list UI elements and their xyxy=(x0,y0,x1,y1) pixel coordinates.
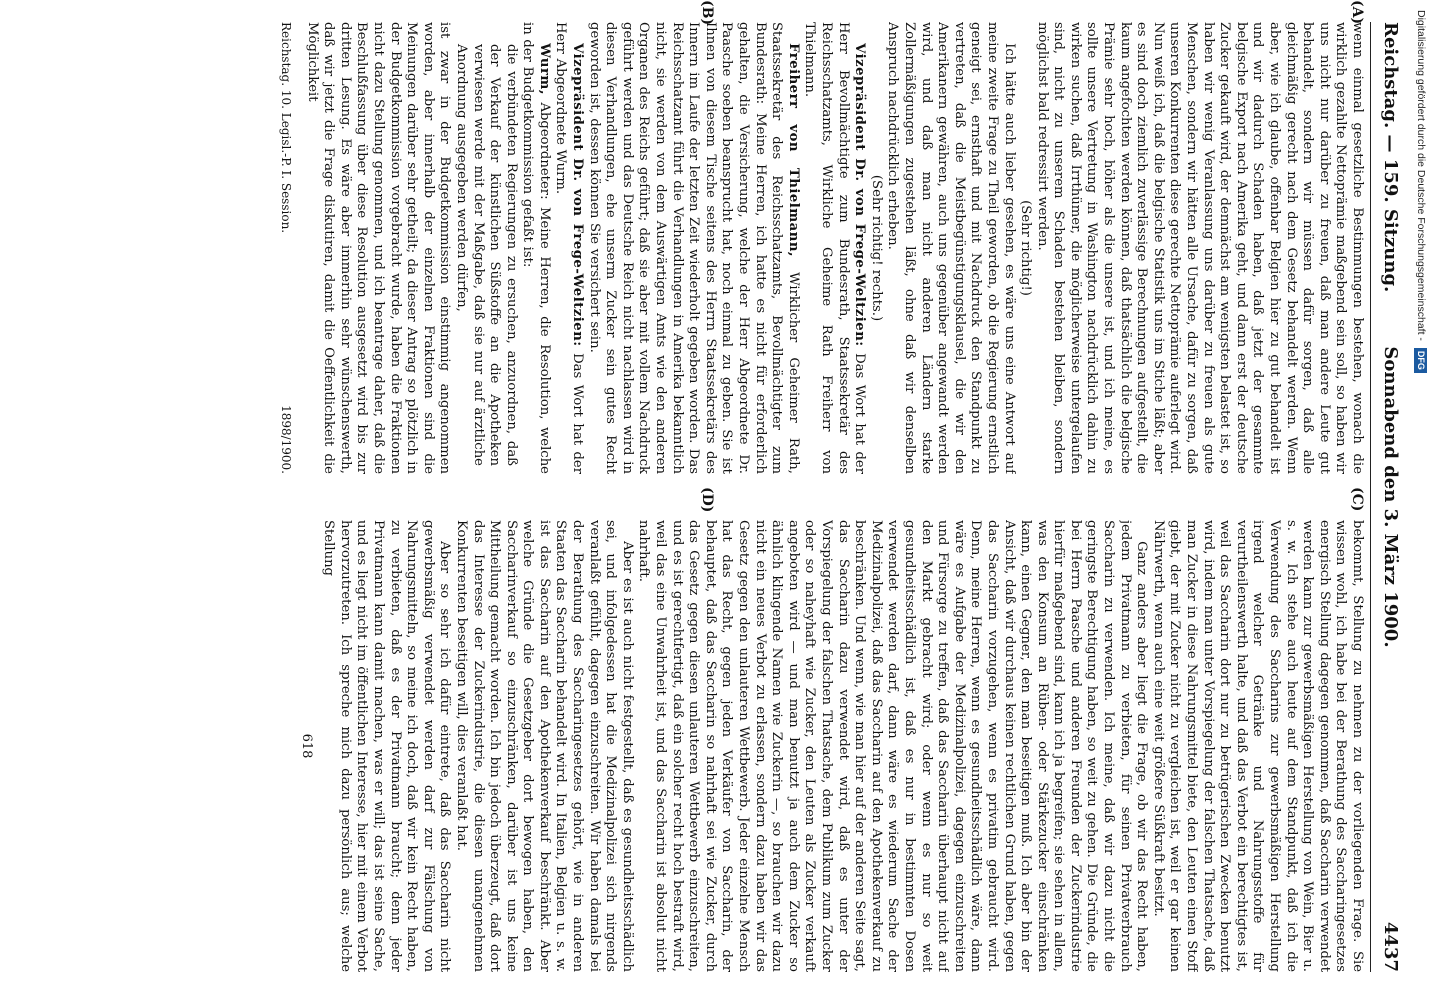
paragraph: Ganz anders aber liegt die Frage, ob wir das Recht haben, jedem Privatmann zu verbieten, für seinen Privatverbrauch Saccharin zu verwenden. Ich meine, daß wir dazu nicht die geringste Berechtigung haben, so weit zu gehen. Die Gründe, die bei Herrn Paasche und anderen Freunden der Zuckerindustrie hierfür maßgebend sind, kann ich ja begreifen; sie sehen in allem, was den Konsum an Rüben- oder Stärkezucker einschränken kann, einen Gegner, den man beseitigen muß. Ich aber bin der Ansicht, daß wir durchaus keinen rechtlichen Grund haben, gegen das Saccharin vorzugehen, wenn es privatim gebraucht wird. Denn, meine Herren, wenn es gesundheitsschädlich wäre, dann wäre es Aufgabe der Medizinalpolizei, dagegen einzuschreiten und Fürsorge zu treffen, daß das Saccharin überhaupt nicht auf den Markt gebracht wird; oder wenn es nur so weit gesundheitsschädlich ist, daß es nur in bestimmten Dosen verwendet werden darf, dann wäre es wiederum Sache der Medizinalpolizei, daß das Saccharin auf den Apothekenverkauf zu beschränken. Und wenn, wie man hier auf der anderen Seite sagt, das Saccharin dazu verwendet wird, daß es unter der Vorspiegelung der falschen Thatsache, dem Publikum zum Zucker oder so naheyhaft wie Zucker, den Leuten als Zucker verkauft angeboten wird — und man benutzt ja auch dem Zucker so ähnlich klingende Namen wie Zuckerin —, so brauchen wir dazu nicht ein neues Verbot zu erlassen, sondern dazu haben wir das Gesetz gegen den unlauteren Wettbewerb. Jeder einzelne Mensch hat das Recht, gegen jeden Verkäufer von Saccharin, der behauptet, daß das Saccharin so nahrhaft sei wie Zucker, durch das Gesetz gegen diesen unlauteren Wettbewerb einzuschreiten, und es ist gerechtfertigt, daß ein solcher recht hoch bestraft wird, weil das eine Unwahrheit ist, und das Saccharin ist absolut nicht nahrhaft. xyxy=(636,520,1150,972)
header-left: Reichstag. — 159. Sitzung. xyxy=(1380,22,1401,293)
margin-mark-b: (B) xyxy=(699,0,715,26)
speech-block xyxy=(519,22,552,474)
digitization-credit xyxy=(1412,10,1430,990)
paragraph: ist zwar in der Budgetkommission einstimmig angenommen worden, aber innerhalb der einzelnen Fraktionen sind die Meinungen darüber sehr getheilt; da dieser Antrag so plötzlich in der Budgetkommission vorgebracht wurde, haben die Fraktionen nicht dazu Stellung genommen, und ich beantrage daher, daß die Beschlußfassung über diese Resolution ausgesetzt wird bis zur dritten Lesung. Es wäre aber immerhin sehr wünschenswerth, daß wir jetzt die Frage diskutiren, damit die Oeffentlichkeit die Möglichkeit xyxy=(304,22,453,474)
margin-mark-c: (C) xyxy=(1349,487,1365,512)
speech-block xyxy=(585,22,801,474)
paragraph: Aber so sehr ich dafür eintrete, daß das Saccharin nicht gewerbsmäßig verwendet werden darf zur Fälschung von Nahrungsmitteln, so meine ich doch, daß wir kein Recht haben, zu verbieten, daß es der Privatmann braucht; denn jeder Privatmann kann damit machen, was er will; das ist seine Sache, und es liegt nicht im öffentlichen Interesse, hier mit einem Verbot hervorzutreten. Ich spreche mich dazu persönlich aus; welche Stellung xyxy=(321,520,453,972)
speaker-name: Vizepräsident Dr. von Frege-Weltzien: xyxy=(570,43,586,347)
speech-text: Das Wort hat der Herr Bevollmächtigte zum Bundesrath, Staatssekretär des Reichsschatzamts, Wirkliche Geheime Rath Freiherr von Thielmann. xyxy=(802,22,868,474)
speech-block xyxy=(801,22,867,474)
speaker-name: Wurm, xyxy=(536,43,552,95)
paragraph: bekommt, Stellung zu nehmen zu der vorliegenden Frage. Sie wissen wohl, ich habe bei der Berathung des Saccharingesetzes energisch Stellung dagegen genommen, daß Saccharin verwendet werden kann zur gewerbsmäßigen Herstellung von Wein, Bier u. s. w. Ich stehe auch heute auf dem Standpunkt, daß ich die Verwendung des Saccharins zur gewerbsmäßigen Herstellung irgend welcher Getränke und Nahrungsstoffe für verurtheilenswerth halte, und daß das Verbot ein berechtigtes ist, weil das Saccharin dort nur zu betrügerischen Zwecken benutzt wird, indem man unter Vorspiegelung der falschen Thatsache, daß man Zucker in diese Nahrungsmittel biete, den Leuten einen Stoff giebt, der mit Zucker nicht zu vergleichen ist, weil er gar keinen Nährwerth, wenn auch eine weit größere Süßkraft besitzt. xyxy=(1150,520,1365,972)
sheet-signature: 618 xyxy=(298,733,314,759)
page-number: 4437 xyxy=(1380,921,1401,972)
header-rule xyxy=(1370,22,1371,972)
paragraph: Ich hätte auch lieber gesehen, es wäre uns eine Antwort auf meine zweite Frage zu Theil geworden, ob die Regierung ernstlich geneigt sei, ernsthaft und mit Nachdruck den Standpunkt zu vertreten, daß die Meistbegünstigungsklausel, die wir den Amerikanern gewähren, auch uns gegenüber angewandt werden wird, und daß man nicht anderen Ländern starke Zollermäßigungen zugestehen läßt, ohne daß wir denselben Anspruch nachdrücklich erheben. xyxy=(885,22,1017,474)
footer-source: Reichstag. 10. Legisl.-P. I. Session. xyxy=(279,22,293,234)
right-column xyxy=(25,520,1365,972)
interjection: (Sehr richtig! rechts.) xyxy=(868,174,884,322)
resolution-text: die verbündeten Regierungen zu ersuchen, anzuordnen, daß der Verkauf der künstlichen Süßstoffe an die Apotheken verwiesen werde mit der Maßgabe, daß sie nur auf ärztliche Anordnung ausgegeben werden dürfen, xyxy=(453,44,519,466)
header-date: Sonnabend den 3. März 1900. xyxy=(1380,346,1401,648)
speech-text: Wirklicher Geheimer Rath, Staatssekretär des Reichsschatzamts, Bevollmächtigter zum Bundesrath: Meine Herren, ich hatte es nicht für erforderlich gehalten, die Versicherung, welche der Herr Abgeordnete Dr. Paasche soeben beansprucht hat, noch einmal zu geben. Sie ist Ihnen von diesem Tische seitens des Herrn Staatssekretärs des Innern im Laufe der letzten Zeit wiederholt gegeben worden. Das Reichsschatzamt führt die Verhandlungen in Amerika bekanntlich nicht, sie werden von dem Auswärtigen Amts wie den anderen Organen des Reichs geführt; daß sie aber mit vollem Nachdruck geführt werden und das Deutsche Reich nicht nachlassen wird in diesen Verhandlungen, ehe unserm Zucker sein gutes Recht geworden ist, dessen können Sie versichert sein. xyxy=(586,22,801,474)
dfg-logo: DFG xyxy=(1414,348,1427,373)
credit-text: Digitalisierung gefördert durch die Deutsche Forschungsgemeinschaft - xyxy=(1415,10,1427,341)
interjection: (Sehr richtig!) xyxy=(1018,200,1034,296)
paragraph: Aber es ist auch nicht festgestellt, daß es gesundheitsschädlich sei, und infolgedessen hat die Medizinalpolizei sich nirgends veranlaßt gefühlt, dagegen einzuschreiten. Wir haben damals bei der Berathung des Saccharingesetzes gehört, wie in anderen Staaten das Saccharin behandelt wird. In Italien, Belgien u. s. w. ist das Saccharin auf den Apothekenverkauf beschränkt. Aber welche Gründe die Gesetzgeber dort bewogen haben, den Saccharinverkauf so einzuschränken, darüber ist uns keine Mittheilung gemacht worden. Ich bin jedoch überzeugt, daß dort das Interesse der Zuckerindustrie, die diesen unangenehmen Konkurrenten beseitigen will, dies veranlaßt hat. xyxy=(453,520,635,972)
speech-text: Abgeordneter: Meine Herren, die Resolution, welche in der Budgetkommission gefaßt ist: xyxy=(520,22,552,474)
speaker-name: Vizepräsident Dr. von Frege-Weltzien: xyxy=(852,43,868,347)
margin-mark-a: (A) xyxy=(1349,0,1365,25)
paragraph: wenn einmal gesetzliche Bestimmungen bestehen, wonach die wirklich gezahlte Nettoprämie maßgebend sein soll, so haben wir uns nicht nur darüber zu freuen, daß man andere Leute gut behandelt, sondern wir müssen dafür sorgen, daß alle gleichmäßig gerecht nach dem Gesetz behandelt werden. Wenn aber, wie ich glaube, offenbar Belgien hier zu gut behandelt ist und wir dadurch Schaden haben, daß jetzt der gesammte belgische Export nach Amerika geht, und dann erst der deutsche Zucker gekauft wird, der demnächst am wenigsten belastet ist, so haben wir wenig Veranlassung uns darüber zu freuen als gute Menschen, sondern wir hätten alle Ursache, dafür zu sorgen, daß unseren Konkurrenten diese gerechte Nettoprämie auferlegt wird. Nun weiß ich, daß die belgische Statistik uns im Stiche läßt; aber es sind doch ziemlich zuverlässige Berechnungen aufgestellt, die kaum angefochten werden können, daß thatsächlich die belgische Prämie sehr hoch, höher als die unsere ist, und ich meine, es sollte unsere Vertretung in Washington nachdrücklich dahin zu wirken suchen, daß Irrthümer, die möglicherweise untergelaufen sind, nicht zu unserem Schaden bestehen bleiben, sondern möglichst bald redressirt werden. xyxy=(1034,22,1365,474)
page-header xyxy=(1371,22,1405,972)
speech-text: Das Wort hat der Herr Abgeordnete Wurm. xyxy=(553,22,586,474)
page-footer xyxy=(278,22,293,474)
margin-mark-d: (D) xyxy=(699,487,715,513)
speech-block xyxy=(552,22,585,474)
left-column xyxy=(25,22,1365,474)
speaker-name: Freiherr von Thielmann, xyxy=(785,43,801,257)
rotated-page xyxy=(15,0,1405,972)
footer-years: 1898/1900. xyxy=(279,405,293,474)
